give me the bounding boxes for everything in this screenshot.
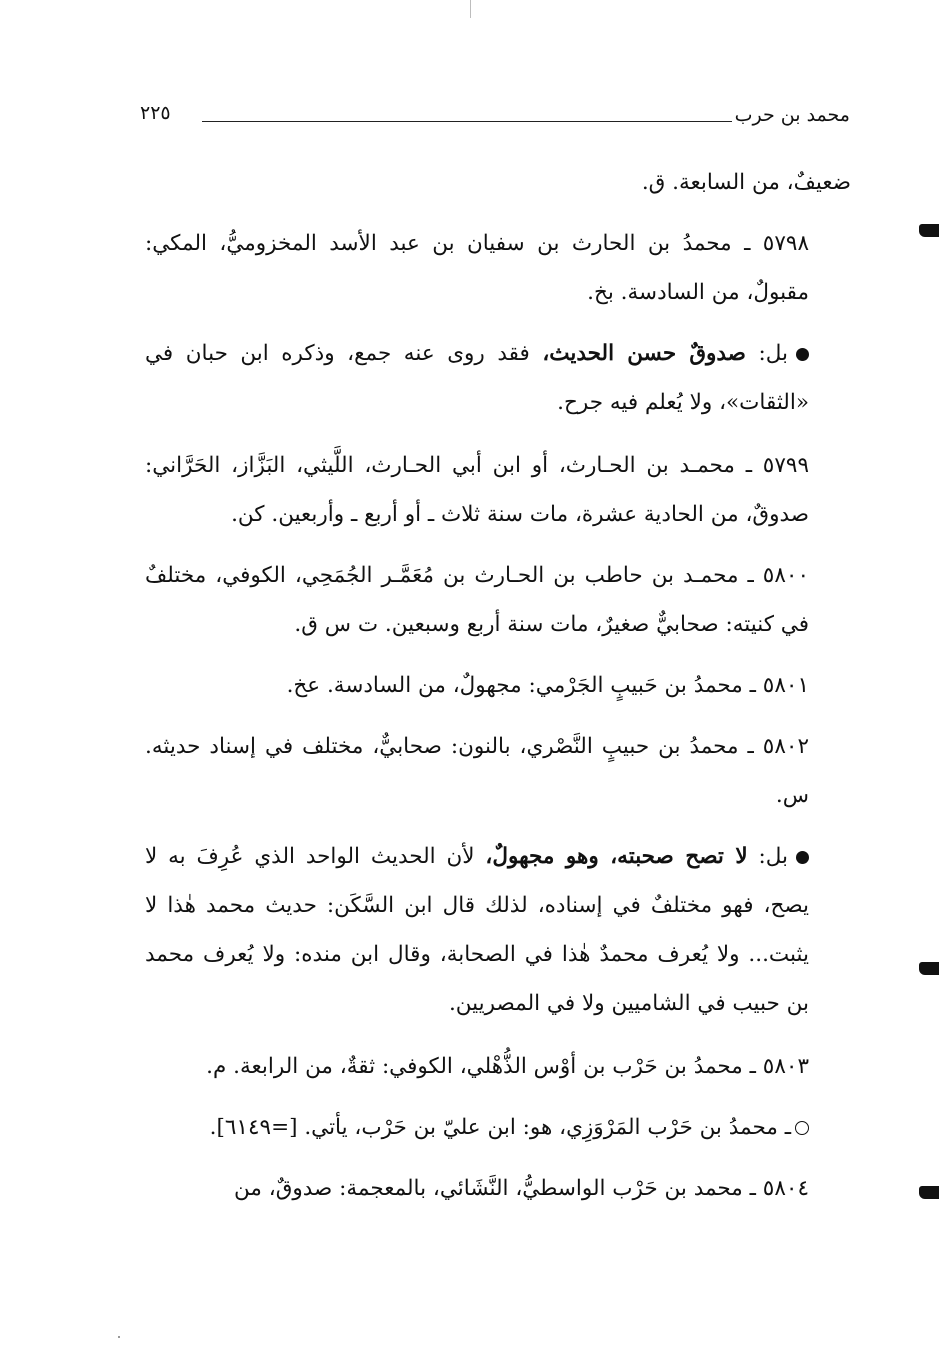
entry-5800 bbox=[145, 551, 851, 649]
entry-text: ٥٧٩٩ ـ محمـد بن الحـارث، أو ابن أبي الحـارث، اللَّيثي، البَزَّاز، الحَرَّاني: صدوقٌ، من الحادية عشرة، مات سنة ثلاث ـ أو أربع ـ وأربعين. كن. bbox=[145, 453, 809, 527]
note-text: لأن الحديث الواحد الذي عُرِفَ به لا يصح، فهو مختلفٌ في إسناده، لذلك قال ابن السَّكَن: حديث محمد هٰذا لا يثبت... ولا يُعرف محمدٌ هٰذا في الصحابة، وقال ابن منده: ولا يُعرف محمد بن حبيب في الشاميين ولا في المصريين. bbox=[145, 844, 809, 1016]
entry-text: ٥٨٠٤ ـ محمد بن حَرْب الواسطيُّ، النَّشَائي، بالمعجمة: صدوقٌ، من bbox=[234, 1176, 809, 1201]
entry-text: ٥٨٠٣ ـ محمدُ بن حَرْب بن أوْس الذُّهْلي، الكوفي: ثقةٌ، من الرابعة. م. bbox=[206, 1054, 809, 1079]
scan-speck bbox=[470, 0, 471, 18]
note-lead: بل: bbox=[758, 844, 788, 869]
entry-5803 bbox=[145, 1042, 851, 1091]
page-header bbox=[140, 100, 850, 134]
document-body bbox=[145, 158, 851, 1225]
margin-tab-mark bbox=[919, 224, 939, 237]
entry-text: ضعيفٌ، من السابعة. ق. bbox=[641, 170, 851, 195]
entry-text: ٥٨٠٢ ـ محمدُ بن حبيبٍ النَّصْري، بالنون: صحابيٌّ، مختلف في إسناد حديثه. س. bbox=[145, 734, 809, 808]
bullet-dot-icon bbox=[796, 348, 809, 361]
editor-note bbox=[145, 832, 851, 1028]
editor-note bbox=[145, 329, 851, 427]
header-rule bbox=[202, 121, 732, 122]
margin-tab-mark bbox=[919, 1186, 939, 1199]
entry-text: ٥٨٠١ ـ محمدُ بن حَبيبٍ الجَرْمي: مجهولٌ، من السادسة. عخ. bbox=[286, 673, 809, 698]
note-verdict: لا تصح صحبته، وهو مجهولٌ، bbox=[485, 844, 748, 869]
entry-5799 bbox=[145, 441, 851, 539]
entry-text: ٥٨٠٠ ـ محمـد بن حاطب بن الحـارث بن مُعَمَّـر الجُمَحِي، الكوفي، مختلفٌ في كنيته: صحابيٌّ صغيرٌ، مات سنة أربع وسبعين. ت س ق. bbox=[145, 563, 809, 637]
entry-text: ٥٧٩٨ ـ محمدُ بن الحارث بن سفيان بن عبد الأسد المخزوميُّ، المكي: bbox=[145, 231, 809, 256]
scan-speck bbox=[118, 1336, 120, 1338]
entry-5801 bbox=[145, 661, 851, 710]
entry-5802 bbox=[145, 722, 851, 820]
note-text: فقد روى عنه جمع، وذكره ابن حبان في «الثقات»، ولا يُعلم فيه جرح. bbox=[145, 341, 809, 415]
note-verdict: صدوقٌ حسن الحديث، bbox=[542, 341, 746, 366]
running-title: محمد بن حرب bbox=[734, 104, 850, 126]
note-lead: بل: bbox=[758, 341, 789, 366]
margin-tab-mark bbox=[919, 962, 939, 975]
page-number: ٢٢٥ bbox=[140, 102, 171, 124]
entry-continuation bbox=[145, 158, 851, 207]
entry-5798 bbox=[145, 219, 851, 317]
cross-reference-entry bbox=[145, 1103, 851, 1152]
entry-text: مقبولٌ، من السادسة. بخ. bbox=[587, 280, 809, 305]
entry-5804 bbox=[145, 1164, 851, 1213]
entry-text: ـ محمدُ بن حَرْب المَرْوَزِي، هو: ابن عليّ بن حَرْب، يأتي. [=٦١٤٩]. bbox=[209, 1115, 791, 1140]
bullet-dot-icon bbox=[796, 851, 809, 864]
cross-reference-circle-icon bbox=[795, 1121, 809, 1135]
